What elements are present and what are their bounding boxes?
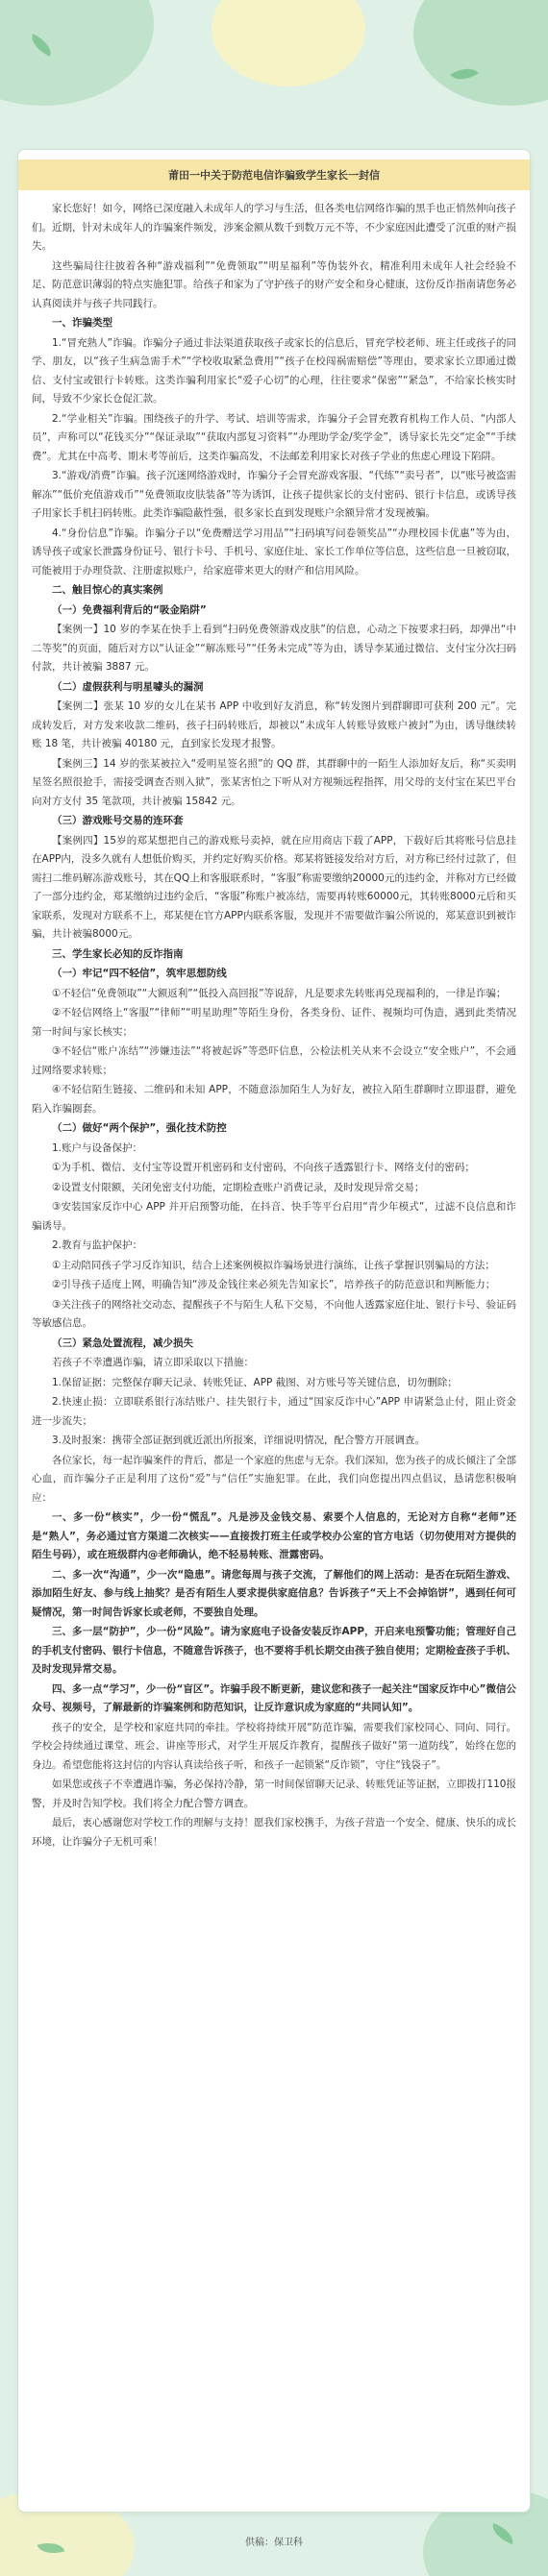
- guide-paragraph: ①主动陪同孩子学习反诈知识，结合上述案例模拟诈骗场景进行演练，让孩子掌握识别骗局的方法；: [52, 1259, 495, 1271]
- greeting-paragraph: 家长您好！如今，网络已深度融入未成年人的学习与生活，但各类电信网络诈骗的黑手也正悄然伸向孩子们。近期，针对未成年人的诈骗案件频发，涉案金额从数千到数万元不等，不少家庭因此遭受了沉重的财产损失。: [32, 203, 516, 252]
- guide-paragraph: 3.及时报案：携带全部证据到就近派出所报案，详细说明情况，配合警方开展调查。: [52, 1435, 426, 1446]
- case-paragraph: 【案例三】14 岁的张某被拉入“爱明星签名照”的 QQ 群，其群聊中的一陌生人添加好友后，称“买卖明星签名照很抢手，需接受调查否则入狱”，张某害怕之下听从对方视频远程指挥，用父母的支付宝在某巴平台向对方支付 35 笔款项，共计被骗 15842 元。: [32, 757, 516, 807]
- subsection-heading: （一）免费福利背后的“吸金陷阱”: [52, 603, 207, 616]
- guide-paragraph: ①不轻信“免费领取”“大额返利”“低投入高回报”等说辞，凡是要求先转账再兑现福利的，一律是诈骗；: [52, 987, 507, 999]
- guide-paragraph: ②不轻信网络上“客服”“律师”“明星助理”等陌生身份，各类身份、证件、视频均可伪造，遇到此类情况第一时间与家长核实；: [32, 1007, 516, 1038]
- subsection-heading: （一）牢记“四不轻信”，筑牢思想防线: [52, 968, 227, 979]
- section-heading: 一、诈骗类型: [52, 317, 112, 329]
- guide-paragraph: 2.教育与监护保护：: [52, 1239, 143, 1251]
- guide-paragraph: ②设置支付限额，关闭免密支付功能，定期检查账户消费记录，及时发现异常交易；: [52, 1181, 425, 1193]
- closing-paragraph: 如果您或孩子不幸遭遇诈骗，务必保持冷静，第一时间保留聊天记录、转账凭证等证据，立即拨打110报警，并及时告知学校。我们将全力配合警方调查。: [32, 1779, 516, 1809]
- pledge-paragraph: 二、多一次“沟通”，少一次“隐患”。请您每周与孩子交流，了解他们的网上活动：是否在玩陌生游戏、添加陌生好友、参与线上抽奖？是否有陌生人要求提供家庭信息？告诉孩子“天上不会掉馅饼”，遇到任何可疑情况，第一时间告诉家长或老师，不要独自处理。: [32, 1568, 516, 1618]
- guide-paragraph: 1.账户与设备保护：: [52, 1141, 143, 1154]
- footer-credit: 供稿：保卫科: [245, 2538, 303, 2548]
- intro-paragraph: 这些骗局往往披着各种“游戏福利”“免费领取”“明星福利”等伪装外衣，精准利用未成年人社会经验不足、防范意识薄弱的特点实施犯罪。给孩子和家为了守护孩子的财产安全和身心健康，这份反诈指南请您务必认真阅读并与孩子共同践行。: [32, 259, 516, 309]
- decor-blob: [413, 0, 548, 106]
- guide-paragraph: 若孩子不幸遭遇诈骗，请立即采取以下措施：: [52, 1357, 254, 1368]
- guide-paragraph: ③安装国家反诈中心 APP 并开启预警功能，在抖音、快手等平台启用“青少年模式”，过滤不良信息和诈骗诱导。: [32, 1201, 516, 1232]
- pledge-paragraph: 四、多一点“学习”，少一份“盲区”。诈骗手段不断更新，建议您和孩子一起关注“国家反诈中心”微信公众号、视频号，了解最新的诈骗案例和防范知识，让反诈意识成为家庭的“共同认知”。: [32, 1682, 516, 1713]
- letter-body: [32, 200, 516, 1852]
- guide-paragraph: 1.保留证据：完整保存聊天记录、转账凭证、APP 截图、对方账号等关键信息，切勿删除；: [52, 1376, 458, 1388]
- fraud-type-paragraph: 1.“冒充熟人”诈骗。诈骗分子通过非法渠道获取孩子或家长的信息后，冒充学校老师、班主任或孩子的同学、朋友，以“孩子生病急需手术”“学校收取紧急费用”“孩子在校闯祸需赔偿”等理由，要求家长立即通过微信、支付宝或银行卡转账。这类诈骗利用家长“爱子心切”的心理，往往要求“保密”“紧急”，不给家长核实时间，导致不少家长仓促汇款。: [32, 336, 516, 405]
- closing-paragraph: 最后，衷心感谢您对学校工作的理解与支持！愿我们家校携手，为孩子营造一个安全、健康、快乐的成长环境，让诈骗分子无机可乘！: [32, 1817, 516, 1848]
- guide-paragraph: ①为手机、微信、支付宝等设置开机密码和支付密码，不向孩子透露银行卡、网络支付的密码；: [52, 1162, 475, 1173]
- case-paragraph: 【案例四】15岁的郑某想把自己的游戏账号卖掉，就在应用商店下载了APP，下载好后其将账号信息挂在APP内，没多久就有人想低价购买，并约定好购买价格。郑某将链接发给对方后，对方称已经付过款了，但需扫二维码解冻游戏账号，其在QQ上和客服联系时，“客服”称需要缴纳20000元的违约金，并称对方已经做了一部分违约金，郑某缴纳过违约金后，“客服”称账户被冻结，需要再转账60000元，其转账8000元后和买家联系，发现对方联系不上，郑某便在官方APP内联系客服，发现并不需要做诈骗公所说的，郑某意识到被诈骗，共计被骗8000元。: [32, 834, 516, 940]
- guide-paragraph: 2.快速止损：立即联系银行冻结账户、挂失银行卡，通过“国家反诈中心”APP 申请紧急止付，阻止资金进一步流失；: [32, 1396, 516, 1427]
- fraud-type-paragraph: 3.“游戏/消费”诈骗。孩子沉迷网络游戏时，诈骗分子会冒充游戏客服、“代练”“卖号者”，以“账号被盗需解冻”“低价充值游戏币”“免费领取皮肤装备”等为诱饵，让孩子提供家长的支付密码、银行卡信息，或诱导孩子用家长手机扫码转账。此类诈骗隐蔽性强，很多家长直到发现账户余额异常才发现被骗。: [32, 470, 516, 519]
- pledge-paragraph: 三、多一层“防护”，少一份“风险”。请为家庭电子设备安装反诈APP，开启来电预警功能；管理好自己的手机支付密码、银行卡信息，不随意告诉孩子，也不要将手机长期交由孩子独自使用；定期检查孩子手机、及时发现异常交易。: [32, 1626, 516, 1675]
- closing-paragraph: 各位家长，每一起诈骗案件的背后，都是一个家庭的焦虑与无奈。我们深知，您为孩子的成长倾注了全部心血，而诈骗分子正是利用了这份“爱”与“信任”实施犯罪。在此，我们向您提出四点倡议，恳请您积极响应：: [32, 1454, 516, 1504]
- guide-paragraph: ③不轻信“账户冻结”“涉嫌违法”“将被起诉”等恐吓信息，公检法机关从来不会设立“安全账户”，不会通过网络要求转账；: [32, 1045, 516, 1076]
- letter-title: 莆田一中关于防范电信诈骗致学生家长一封信: [18, 159, 530, 190]
- case-paragraph: 【案例一】10 岁的李某在快手上看到“扫码免费领游戏皮肤”的信息，心动之下按要求扫码，却弹出“中二等奖”的页面，随后对方以“认证金”“解冻账号”“任务未完成”等为由，诱导李某通过微信、支付宝分次扫码付款，共计被骗 3887 元。: [32, 624, 516, 673]
- pledge-paragraph: 一、多一份“核实”，少一份“慌乱”。凡是涉及金钱交易、索要个人信息的，无论对方自称“老师”还是“熟人”，务必通过官方渠道二次核实——直接拨打班主任或学校办公室的官方电话（切勿使用对方提供的陌生号码），或在班级群内@老师确认，绝不轻易转账、泄露密码。: [32, 1511, 516, 1560]
- section-heading: 二、触目惊心的真实案例: [52, 584, 163, 596]
- guide-paragraph: ③关注孩子的网络社交动态，提醒孩子不与陌生人私下交易，不向他人透露家庭住址、银行卡号、验证码等敏感信息。: [32, 1298, 516, 1329]
- decor-blob: [0, 0, 154, 106]
- letter-card: [17, 149, 531, 2513]
- section-heading: 三、学生家长必知的反诈指南: [52, 947, 184, 960]
- fraud-type-paragraph: 4.“身份信息”诈骗。诈骗分子以“免费赠送学习用品”“扫码填写问卷领奖品”“办理校园卡优惠”等为由，诱导孩子或家长泄露身份证号、银行卡号、手机号、家庭住址、家长工作单位等信息，这些信息一旦被窃取，可能被用于办理贷款、注册虚拟账户，给家庭带来更大的财产和信用风险。: [32, 527, 516, 577]
- subsection-heading: （三）紧急处置流程，减少损失: [52, 1337, 193, 1349]
- subsection-heading: （二）做好“两个保护”，强化技术防控: [52, 1122, 227, 1134]
- subsection-heading: （二）虚假获利与明星噱头的漏洞: [52, 680, 204, 693]
- subsection-heading: （三）游戏账号交易的连环套: [52, 815, 184, 826]
- closing-paragraph: 孩子的安全，是学校和家庭共同的牵挂。学校将持续开展“防范诈骗，需要我们家校同心、同向、同行。学校会持续通过课堂、班会、讲座等形式，对学生开展反诈教育，提醒孩子做好“第一道防线”，始终在您的身边。希望您能将这封信的内容认真读给孩子听，和孩子一起锁紧“反诈锁”，守住“钱袋子”。: [32, 1721, 516, 1771]
- guide-paragraph: ②引导孩子适度上网，明确告知“涉及金钱往来必须先告知家长”，培养孩子的防范意识和判断能力；: [52, 1279, 496, 1290]
- guide-paragraph: ④不轻信陌生链接、二维码和未知 APP，不随意添加陌生人为好友，被拉入陌生群聊时立即退群，避免陷入诈骗圈套。: [32, 1084, 516, 1115]
- decor-blob: [212, 0, 365, 86]
- fraud-type-paragraph: 2.“学业相关”诈骗。围绕孩子的升学、考试、培训等需求，诈骗分子会冒充教育机构工作人员、“内部人员”，声称可以“花钱买分”“保证录取”“获取内部复习资料”“办理助学金/奖学金”，诱导家长先交“定金”“手续费”。尤其在中高考、期末考等前后，这类诈骗高发，不法邮差利用家长对孩子学业的焦虑心理设下陷阱。: [32, 412, 516, 462]
- case-paragraph: 【案例二】张某 10 岁的女儿在某书 APP 中收到好友消息，称“转发图片到群聊即可获利 200 元”。完成转发后，对方发来收款二维码，孩子扫码转账后，却被以“未成年人转账导致账户被封”为由，诱导继续转账 18 笔，共计被骗 40180 元，直到家长发现才报警。: [32, 700, 516, 749]
